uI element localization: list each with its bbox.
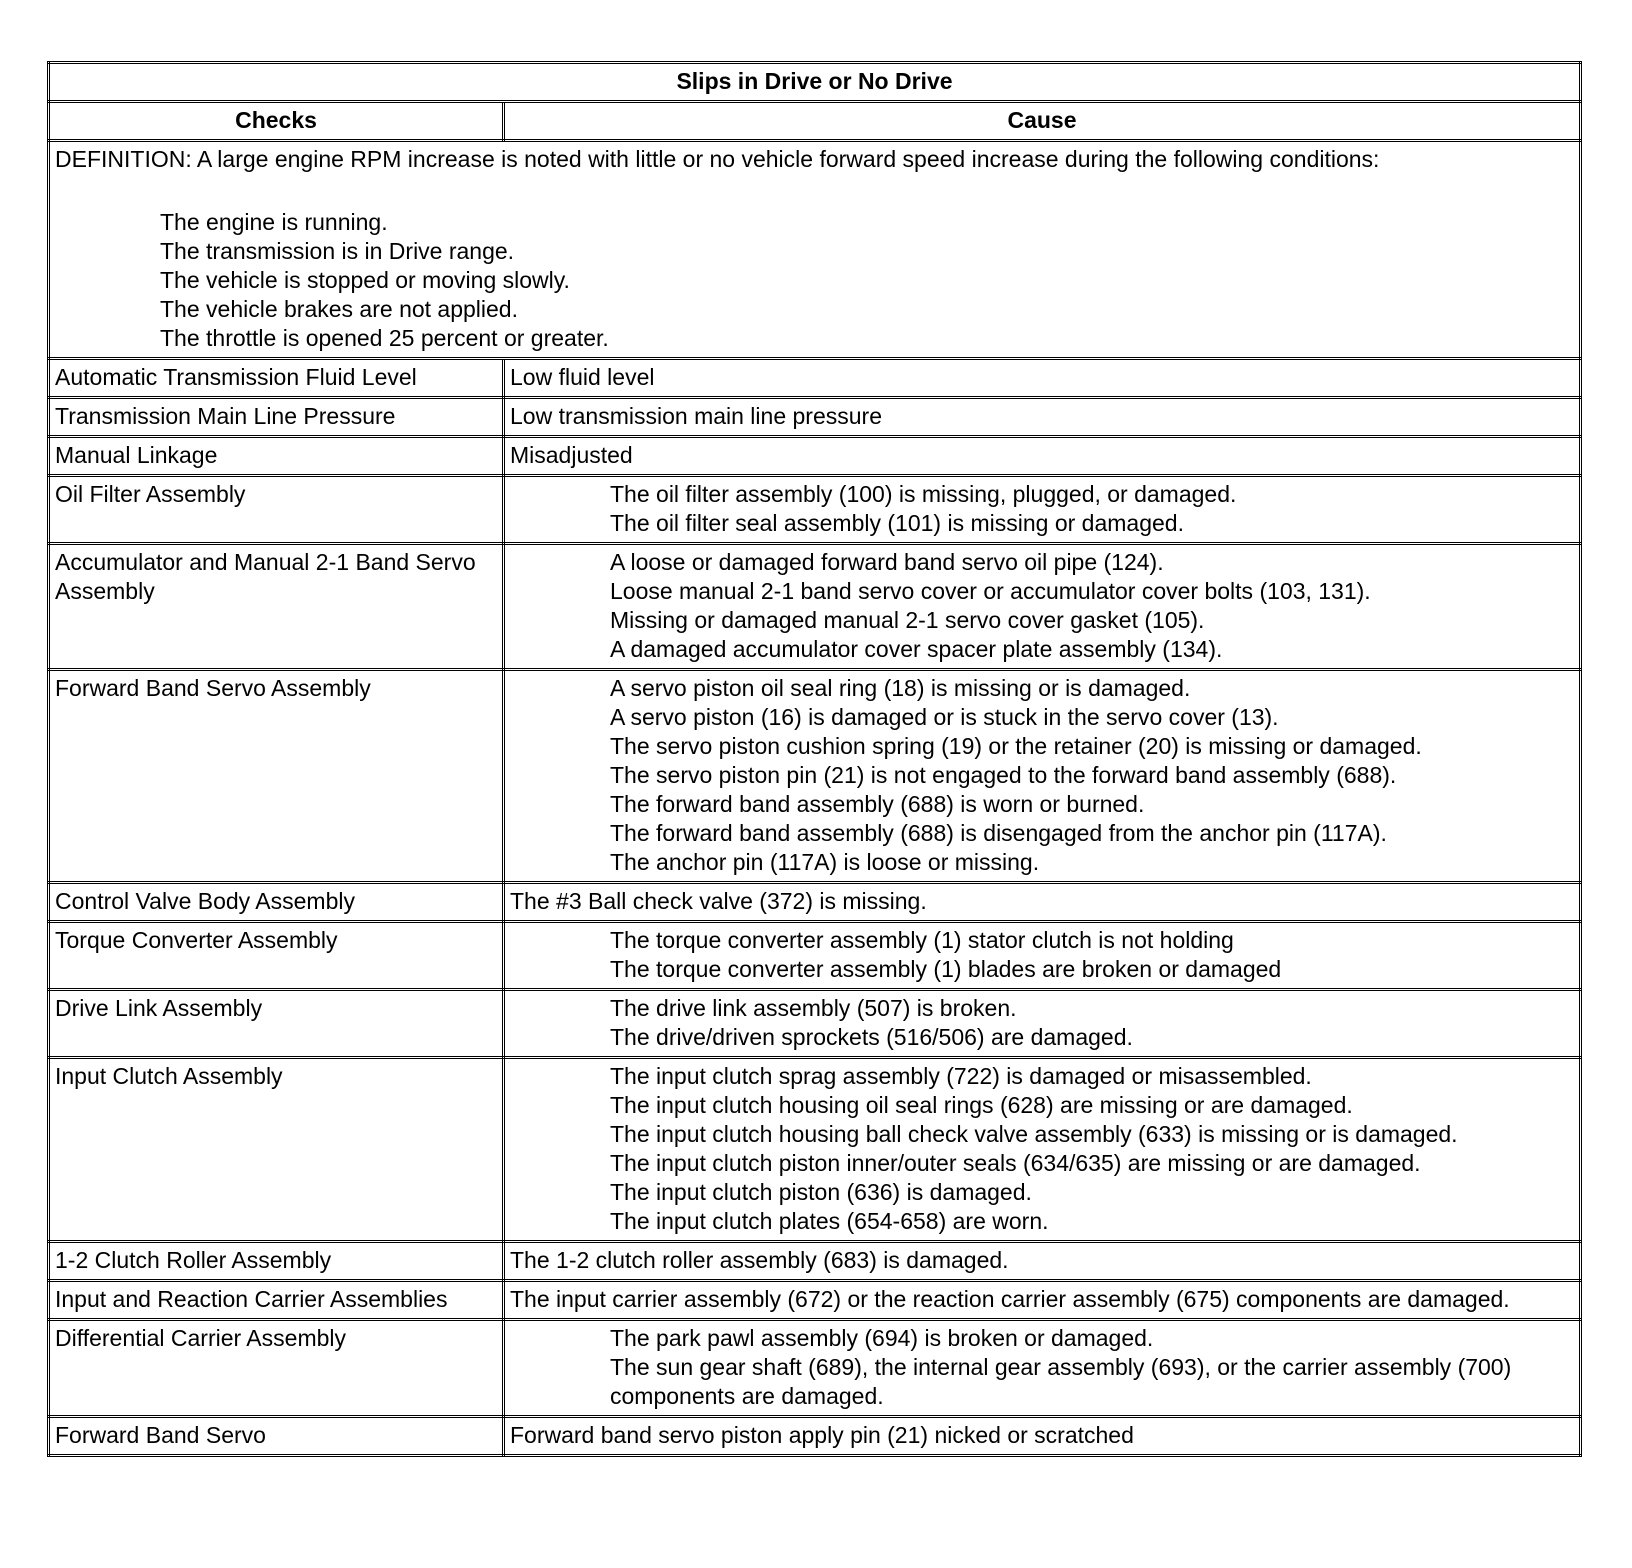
cause-cell [504, 476, 1581, 544]
cause-cell [504, 544, 1581, 670]
condition-item: The engine is running. [160, 209, 388, 235]
check-cell: Drive Link Assembly [49, 990, 504, 1058]
condition-list [55, 208, 1574, 353]
cause-cell [504, 1058, 1581, 1242]
check-cell: Input Clutch Assembly [49, 1058, 504, 1242]
table-row [49, 1242, 1581, 1281]
table-row [49, 398, 1581, 437]
cause-item: The drive/driven sprockets (516/506) are damaged. [610, 1024, 1133, 1050]
cause-list [510, 480, 1574, 538]
cause-item: The input clutch sprag assembly (722) is damaged or misassembled. [610, 1063, 1312, 1089]
cause-list [510, 674, 1574, 877]
cause-cell: The input carrier assembly (672) or the reaction carrier assembly (675) components are damaged. [504, 1281, 1581, 1320]
table-body [49, 63, 1581, 1456]
table-row [49, 1281, 1581, 1320]
condition-item: The transmission is in Drive range. [160, 238, 515, 264]
check-cell: Transmission Main Line Pressure [49, 398, 504, 437]
cause-item: A loose or damaged forward band servo oil pipe (124). [610, 549, 1164, 575]
check-cell: Control Valve Body Assembly [49, 883, 504, 922]
cause-list [510, 994, 1574, 1052]
cause-cell: Forward band servo piston apply pin (21) nicked or scratched [504, 1417, 1581, 1456]
cause-cell: The 1-2 clutch roller assembly (683) is damaged. [504, 1242, 1581, 1281]
cause-item: A servo piston (16) is damaged or is stuck in the servo cover (13). [610, 704, 1279, 730]
table-row [49, 544, 1581, 670]
cause-item: The torque converter assembly (1) blades are broken or damaged [610, 956, 1282, 982]
condition-item: The vehicle is stopped or moving slowly. [160, 267, 570, 293]
condition-item: The vehicle brakes are not applied. [160, 296, 518, 322]
check-cell: Accumulator and Manual 2-1 Band Servo Assembly [49, 544, 504, 670]
cause-cell: Low transmission main line pressure [504, 398, 1581, 437]
cause-item: The input clutch piston (636) is damaged. [610, 1179, 1032, 1205]
cause-item: The park pawl assembly (694) is broken or damaged. [610, 1325, 1154, 1351]
cause-item: The input clutch plates (654-658) are worn. [610, 1208, 1049, 1234]
header-row [49, 102, 1581, 141]
cause-item: A servo piston oil seal ring (18) is missing or is damaged. [610, 675, 1191, 701]
cause-item: The servo piston pin (21) is not engaged to the forward band assembly (688). [610, 762, 1397, 788]
cause-cell: The #3 Ball check valve (372) is missing. [504, 883, 1581, 922]
cause-item: The torque converter assembly (1) stator clutch is not holding [610, 927, 1234, 953]
cause-item: The oil filter seal assembly (101) is missing or damaged. [610, 510, 1184, 536]
cause-item: The sun gear shaft (689), the internal gear assembly (693), or the carrier assembly (700) components are damaged. [610, 1354, 1512, 1409]
check-cell: Forward Band Servo Assembly [49, 670, 504, 883]
definition-cell [49, 141, 1581, 359]
check-cell: Forward Band Servo [49, 1417, 504, 1456]
table-row [49, 1417, 1581, 1456]
cause-cell [504, 1320, 1581, 1417]
diagnostic-table [47, 61, 1582, 1457]
cause-header: Cause [504, 102, 1581, 141]
table-row [49, 990, 1581, 1058]
check-cell: Automatic Transmission Fluid Level [49, 359, 504, 398]
definition-text: DEFINITION: A large engine RPM increase is noted with little or no vehicle forward speed increase during the following conditions: [55, 146, 1380, 172]
table-row [49, 359, 1581, 398]
check-cell: Oil Filter Assembly [49, 476, 504, 544]
check-cell: Differential Carrier Assembly [49, 1320, 504, 1417]
check-cell: 1-2 Clutch Roller Assembly [49, 1242, 504, 1281]
table-row [49, 883, 1581, 922]
cause-item: The forward band assembly (688) is disengaged from the anchor pin (117A). [610, 820, 1387, 846]
cause-item: The oil filter assembly (100) is missing, plugged, or damaged. [610, 481, 1237, 507]
cause-list [510, 1324, 1574, 1411]
table-row [49, 922, 1581, 990]
table-row [49, 670, 1581, 883]
check-cell: Manual Linkage [49, 437, 504, 476]
check-cell: Torque Converter Assembly [49, 922, 504, 990]
condition-item: The throttle is opened 25 percent or greater. [160, 325, 609, 351]
cause-cell [504, 670, 1581, 883]
checks-header: Checks [49, 102, 504, 141]
cause-item: The input clutch housing ball check valve assembly (633) is missing or is damaged. [610, 1121, 1458, 1147]
cause-item: The drive link assembly (507) is broken. [610, 995, 1017, 1021]
cause-cell [504, 990, 1581, 1058]
cause-list [510, 926, 1574, 984]
cause-list [510, 1062, 1574, 1236]
cause-cell: Misadjusted [504, 437, 1581, 476]
cause-item: A damaged accumulator cover spacer plate assembly (134). [610, 636, 1223, 662]
cause-item: The forward band assembly (688) is worn or burned. [610, 791, 1145, 817]
table-row [49, 1058, 1581, 1242]
cause-item: The input clutch housing oil seal rings (628) are missing or are damaged. [610, 1092, 1353, 1118]
definition-row [49, 141, 1581, 359]
cause-list [510, 548, 1574, 664]
table-title: Slips in Drive or No Drive [49, 63, 1581, 102]
cause-item: The servo piston cushion spring (19) or the retainer (20) is missing or damaged. [610, 733, 1422, 759]
cause-cell: Low fluid level [504, 359, 1581, 398]
cause-item: Missing or damaged manual 2-1 servo cover gasket (105). [610, 607, 1205, 633]
cause-item: The anchor pin (117A) is loose or missing. [610, 849, 1040, 875]
table-row [49, 437, 1581, 476]
table-row [49, 476, 1581, 544]
cause-item: Loose manual 2-1 band servo cover or accumulator cover bolts (103, 131). [610, 578, 1371, 604]
cause-item: The input clutch piston inner/outer seals (634/635) are missing or are damaged. [610, 1150, 1421, 1176]
title-row [49, 63, 1581, 102]
table-row [49, 1320, 1581, 1417]
cause-cell [504, 922, 1581, 990]
check-cell: Input and Reaction Carrier Assemblies [49, 1281, 504, 1320]
